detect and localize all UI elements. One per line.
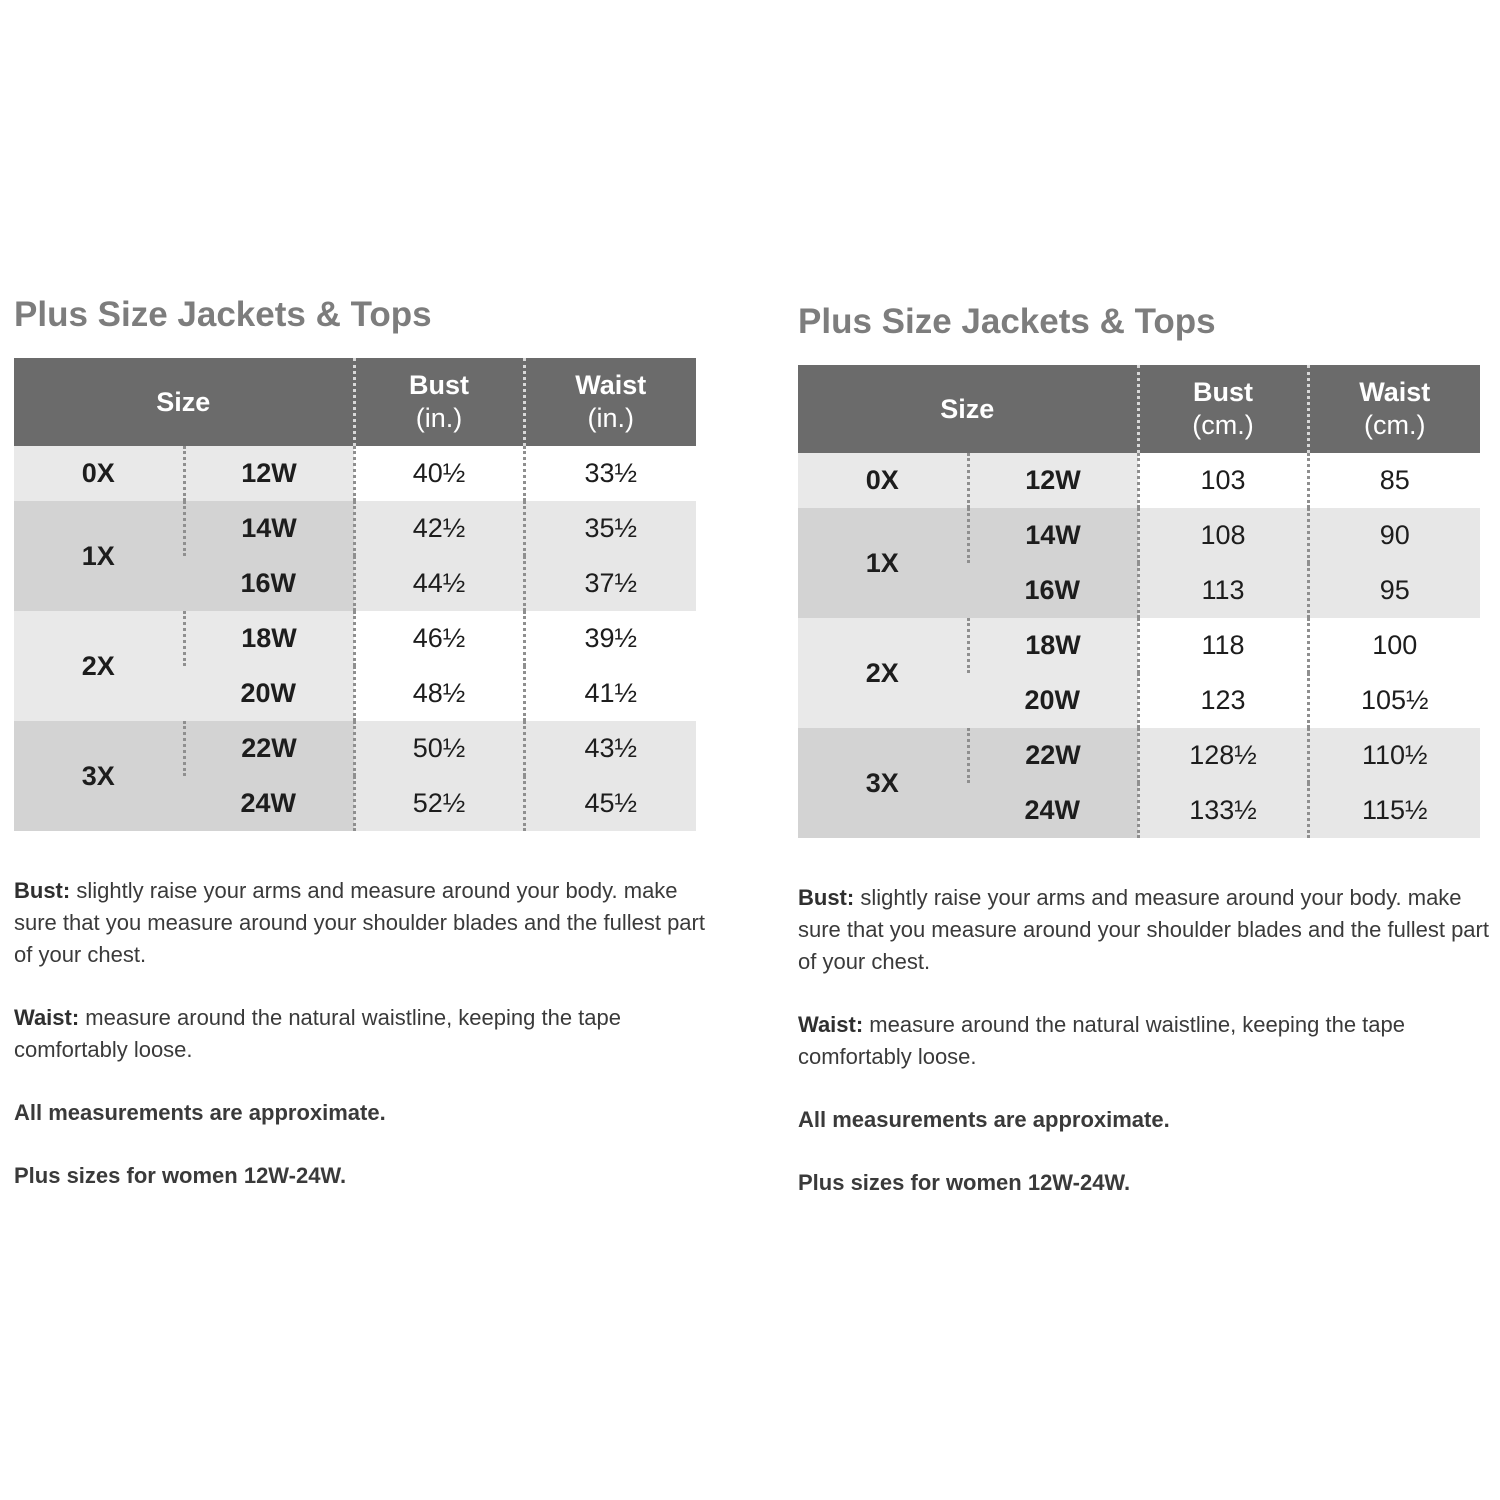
- waist-cell: 110½: [1308, 728, 1480, 783]
- size-cell: 16W: [968, 563, 1138, 618]
- measurement-notes: [14, 875, 714, 1192]
- size-table: [798, 365, 1480, 838]
- waist-note-text: measure around the natural waistline, keeping the tape comfortably loose.: [14, 1005, 621, 1062]
- waist-note-label: Waist:: [14, 1005, 80, 1030]
- table-row: [14, 501, 696, 556]
- bust-cell: 118: [1138, 618, 1308, 673]
- size-cell: 14W: [968, 508, 1138, 563]
- bust-cell: 48½: [354, 666, 524, 721]
- bust-cell: 128½: [1138, 728, 1308, 783]
- waist-header: Waist (cm.): [1308, 365, 1480, 453]
- approx-note: All measurements are approximate.: [798, 1107, 1170, 1132]
- size-chart-cm: [798, 302, 1488, 1230]
- group-cell: 1X: [798, 508, 968, 618]
- waist-cell: 35½: [524, 501, 696, 556]
- waist-cell: 41½: [524, 666, 696, 721]
- waist-cell: 105½: [1308, 673, 1480, 728]
- bust-cell: 123: [1138, 673, 1308, 728]
- size-chart-inches: [14, 295, 704, 1223]
- measurement-notes: [798, 882, 1498, 1199]
- bust-cell: 133½: [1138, 783, 1308, 838]
- waist-cell: 45½: [524, 776, 696, 831]
- size-cell: 20W: [184, 666, 354, 721]
- size-cell: 22W: [184, 721, 354, 776]
- group-cell: 3X: [798, 728, 968, 838]
- size-cell: 12W: [968, 453, 1138, 508]
- size-cell: 22W: [968, 728, 1138, 783]
- bust-note: [14, 875, 714, 971]
- waist-cell: 115½: [1308, 783, 1480, 838]
- range-note: Plus sizes for women 12W-24W.: [798, 1170, 1131, 1195]
- waist-cell: 90: [1308, 508, 1480, 563]
- bust-cell: 108: [1138, 508, 1308, 563]
- waist-note-text: measure around the natural waistline, keeping the tape comfortably loose.: [798, 1012, 1405, 1069]
- bust-header: Bust (in.): [354, 358, 524, 446]
- group-cell: 0X: [798, 453, 968, 508]
- waist-note: [798, 1009, 1498, 1073]
- group-cell: 2X: [14, 611, 184, 721]
- bust-cell: 103: [1138, 453, 1308, 508]
- table-row: [14, 611, 696, 666]
- bust-note-text: slightly raise your arms and measure around your body. make sure that you measure around your shoulder blades and the fullest part of your chest.: [798, 885, 1489, 974]
- table-row: [14, 446, 696, 501]
- waist-cell: 95: [1308, 563, 1480, 618]
- bust-cell: 40½: [354, 446, 524, 501]
- waist-unit: (cm.): [1364, 410, 1426, 440]
- bust-cell: 44½: [354, 556, 524, 611]
- size-table: [14, 358, 696, 831]
- size-cell: 12W: [184, 446, 354, 501]
- bust-header: Bust (cm.): [1138, 365, 1308, 453]
- bust-cell: 50½: [354, 721, 524, 776]
- group-cell: 1X: [14, 501, 184, 611]
- bust-unit: (in.): [415, 403, 463, 433]
- table-row: [798, 728, 1480, 783]
- waist-header: Waist (in.): [524, 358, 696, 446]
- group-cell: 2X: [798, 618, 968, 728]
- range-note: Plus sizes for women 12W-24W.: [14, 1163, 347, 1188]
- bust-note-label: Bust:: [798, 885, 855, 910]
- bust-note-text: slightly raise your arms and measure around your body. make sure that you measure around your shoulder blades and the fullest part of your chest.: [14, 878, 705, 967]
- waist-unit: (in.): [587, 403, 634, 433]
- bust-note: [798, 882, 1498, 978]
- table-row: [798, 618, 1480, 673]
- size-cell: 14W: [184, 501, 354, 556]
- size-cell: 20W: [968, 673, 1138, 728]
- table-row: [798, 508, 1480, 563]
- header-row: [14, 358, 696, 446]
- waist-note-label: Waist:: [798, 1012, 864, 1037]
- bust-cell: 46½: [354, 611, 524, 666]
- waist-cell: 37½: [524, 556, 696, 611]
- size-cell: 24W: [184, 776, 354, 831]
- bust-cell: 113: [1138, 563, 1308, 618]
- size-cell: 24W: [968, 783, 1138, 838]
- waist-cell: 33½: [524, 446, 696, 501]
- waist-cell: 43½: [524, 721, 696, 776]
- bust-unit: (cm.): [1192, 410, 1254, 440]
- chart-title: Plus Size Jackets & Tops: [14, 295, 432, 334]
- size-cell: 18W: [184, 611, 354, 666]
- bust-cell: 42½: [354, 501, 524, 556]
- group-cell: 3X: [14, 721, 184, 831]
- header-row: [798, 365, 1480, 453]
- waist-note: [14, 1002, 714, 1066]
- table-row: [798, 453, 1480, 508]
- chart-title: Plus Size Jackets & Tops: [798, 302, 1216, 341]
- waist-cell: 39½: [524, 611, 696, 666]
- bust-note-label: Bust:: [14, 878, 71, 903]
- size-cell: 18W: [968, 618, 1138, 673]
- group-cell: 0X: [14, 446, 184, 501]
- waist-cell: 100: [1308, 618, 1480, 673]
- approx-note: All measurements are approximate.: [14, 1100, 386, 1125]
- size-cell: 16W: [184, 556, 354, 611]
- table-row: [14, 721, 696, 776]
- bust-cell: 52½: [354, 776, 524, 831]
- size-header: Size: [14, 358, 354, 446]
- size-header: Size: [798, 365, 1138, 453]
- waist-cell: 85: [1308, 453, 1480, 508]
